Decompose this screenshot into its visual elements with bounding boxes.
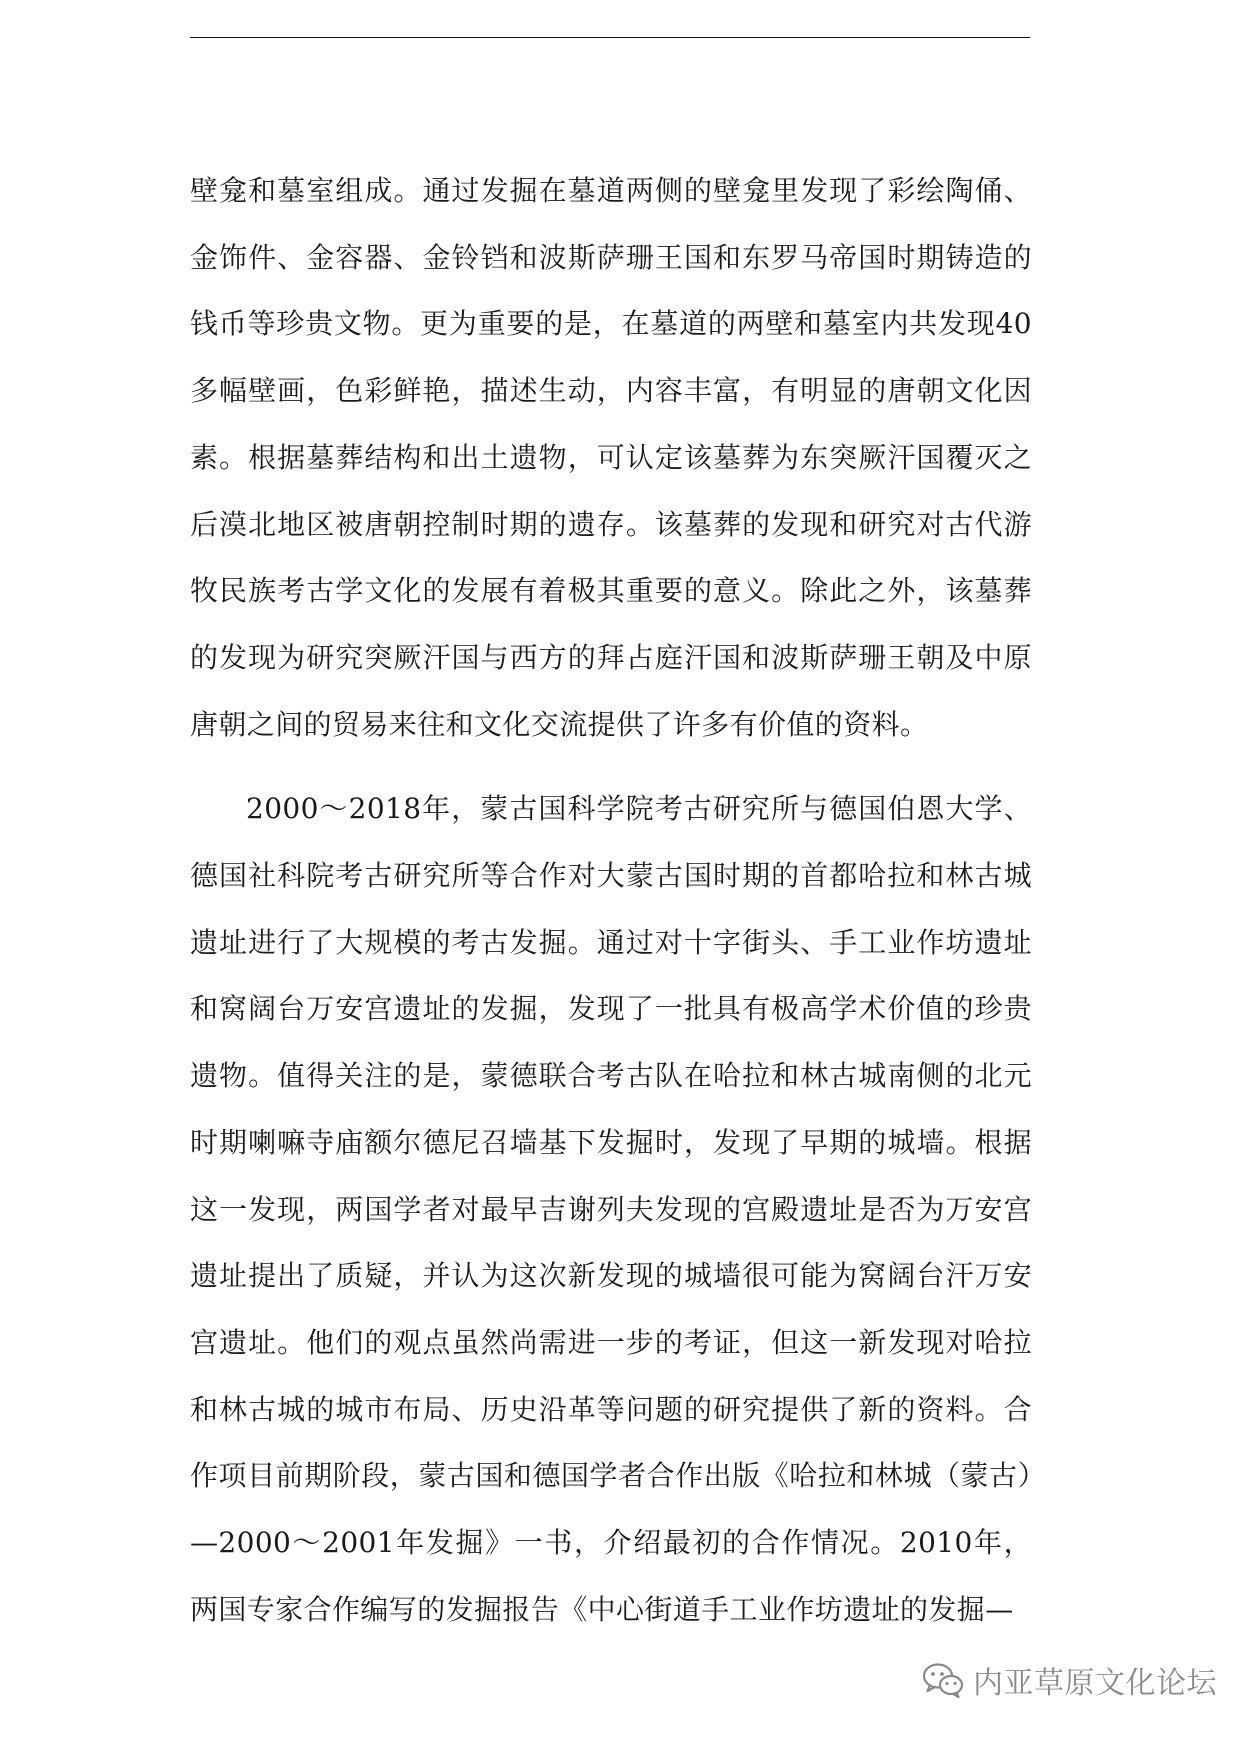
paragraph-continued: 壁龛和墓室组成。通过发掘在墓道两侧的壁龛里发现了彩绘陶俑、金饰件、金容器、金铃铛和波斯萨珊王国和东罗马帝国时期铸造的钱币等珍贵文物。更为重要的是，在墓道的两壁和墓室内共发现40多幅壁画，色彩鲜艳，描述生动，内容丰富，有明显的唐朝文化因素。根据墓葬结构和出土遗物，可认定该墓葬为东突厥汗国覆灭之后漠北地区被唐朝控制时期的遗存。该墓葬的发现和研究对古代游牧民族考古学文化的发展有着极其重要的意义。除此之外，该墓葬的发现为研究突厥汗国与西方的拜占庭汗国和波斯萨珊王朝及中原唐朝之间的贸易来往和文化交流提供了许多有价值的资料。 (190, 174, 1032, 741)
paragraph-karakorum: 2000～2018年，蒙古国科学院考古研究所与德国伯恩大学、德国社科院考古研究所等合作对大蒙古国时期的首都哈拉和林古城遗址进行了大规模的考古发掘。通过对十字街头、手工业作坊遗址和窝阔台万安宫遗址的发掘，发现了一批具有极高学术价值的珍贵遗物。值得关注的是，蒙德联合考古队在哈拉和林古城南侧的北元时期喇嘛寺庙额尔德尼召墙基下发掘时，发现了早期的城墙。根据这一发现，两国学者对最早吉谢列夫发现的宫殿遗址是否为万安宫遗址提出了质疑，并认为这次新发现的城墙很可能为窝阔台汗万安宫遗址。他们的观点虽然尚需进一步的考证，但这一新发现对哈拉和林古城的城市布局、历史沿革等问题的研究提供了新的资料。合作项目前期阶段，蒙古国和德国学者合作出版《哈拉和林城（蒙古）—2000～2001年发掘》一书，介绍最初的合作情况。2010年，两国专家合作编写的发掘报告《中心街道手工业作坊遗址的发掘— (190, 792, 1032, 1626)
watermark-label: 内亚草原文化论坛 (973, 1666, 1217, 1701)
wechat-icon (921, 1661, 965, 1699)
watermark (921, 1658, 1217, 1702)
header-rule (190, 37, 1030, 38)
document-body (190, 158, 1032, 1643)
